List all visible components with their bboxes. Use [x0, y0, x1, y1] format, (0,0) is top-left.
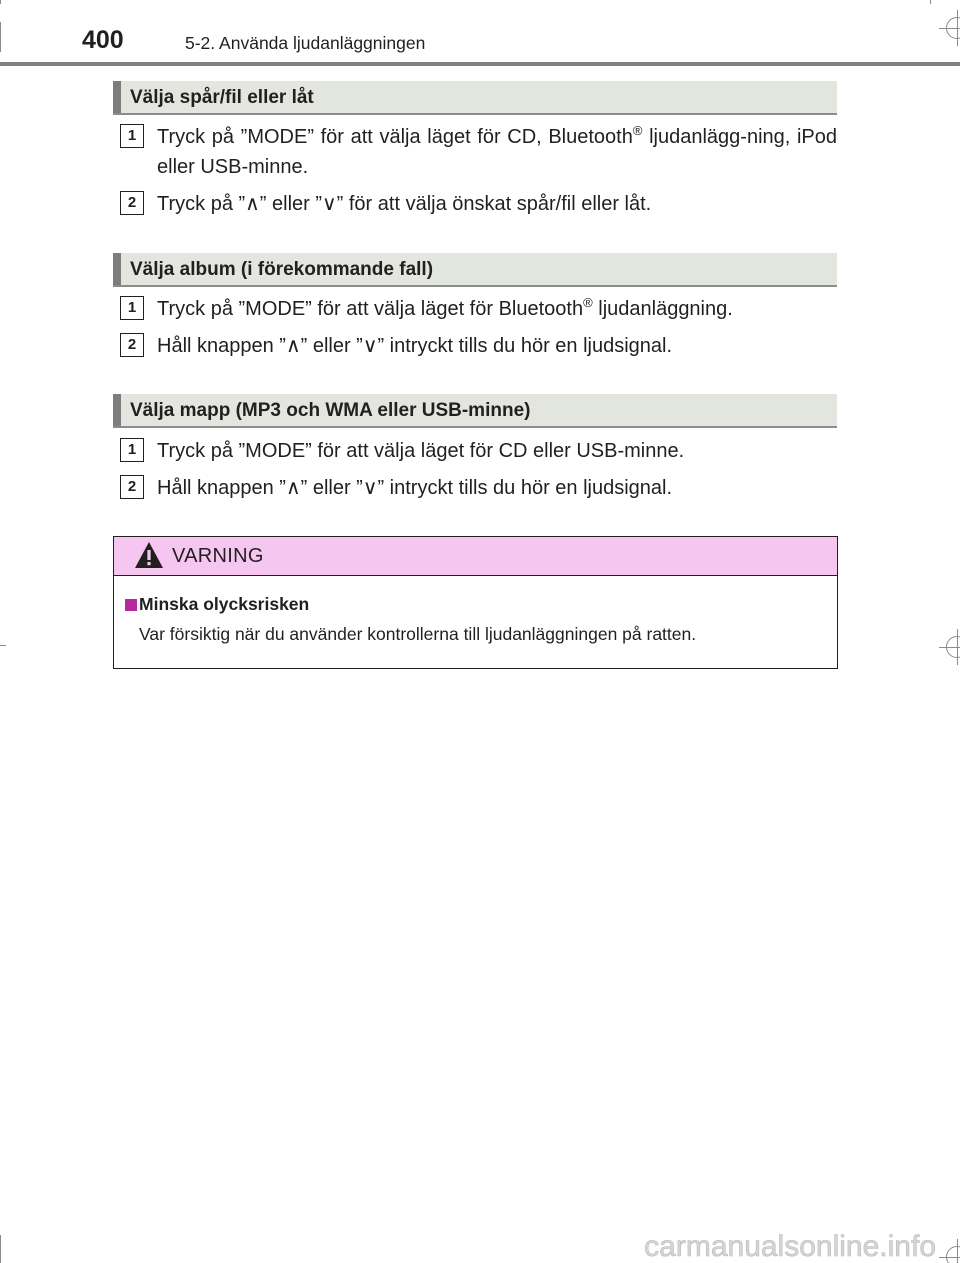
warning-box — [113, 536, 838, 669]
heading-accent — [113, 394, 121, 426]
step-text: Håll knappen ”∧” eller ”∨” intryckt tills du hör en ljudsignal. — [157, 477, 673, 499]
step-text: Tryck på ”∧” eller ”∨” för att välja önskat spår/fil eller låt. — [157, 193, 652, 215]
registered-mark: ® — [583, 295, 593, 310]
step-number: 2 — [120, 191, 144, 215]
page-header — [0, 22, 960, 66]
step-number: 1 — [120, 124, 144, 148]
section-heading-text: Välja spår/fil eller låt — [130, 87, 314, 108]
section-heading — [113, 253, 837, 287]
registration-mark — [946, 1246, 960, 1263]
section-heading-text: Välja album (i förekommande fall) — [130, 259, 434, 280]
section-heading — [113, 81, 837, 115]
crop-mark — [0, 0, 1, 4]
section-title: 5-2. Använda ljudanläggningen — [185, 33, 426, 53]
warning-title: Minska olycksrisken — [139, 594, 310, 614]
step-text: Tryck på ”MODE” för att välja läget för CD, Bluetooth® ljudanlägg-ning, iPod eller USB-minne. — [157, 123, 837, 178]
heading-accent — [113, 81, 121, 113]
warning-label: VARNING — [172, 545, 264, 567]
crop-mark — [0, 645, 6, 646]
step-number: 2 — [120, 333, 144, 357]
heading-accent — [113, 253, 121, 285]
section-heading-text: Välja mapp (MP3 och WMA eller USB-minne) — [130, 400, 531, 421]
crop-mark — [930, 0, 931, 4]
crop-mark — [0, 1235, 1, 1263]
warning-header — [114, 537, 837, 576]
header-rule — [0, 62, 960, 66]
watermark-text: carmanualsonline.info — [644, 1230, 936, 1263]
step-number: 2 — [120, 475, 144, 499]
registered-mark: ® — [632, 123, 643, 138]
step-number: 1 — [120, 438, 144, 462]
warning-text: Var försiktig när du använder kontrollerna till ljudanläggningen på ratten. — [139, 624, 697, 644]
page-number: 400 — [82, 26, 124, 54]
square-bullet-icon — [125, 599, 137, 611]
step-number: 1 — [120, 296, 144, 320]
section-heading — [113, 394, 837, 428]
step-text: Håll knappen ”∧” eller ”∨” intryckt tills du hör en ljudsignal. — [157, 335, 673, 357]
step-text: Tryck på ”MODE” för att välja läget för CD eller USB-minne. — [157, 440, 685, 462]
warning-triangle-icon — [134, 541, 164, 569]
registration-mark — [946, 636, 960, 658]
step-text: Tryck på ”MODE” för att välja läget för Bluetooth® ljudanläggning. — [157, 295, 733, 320]
